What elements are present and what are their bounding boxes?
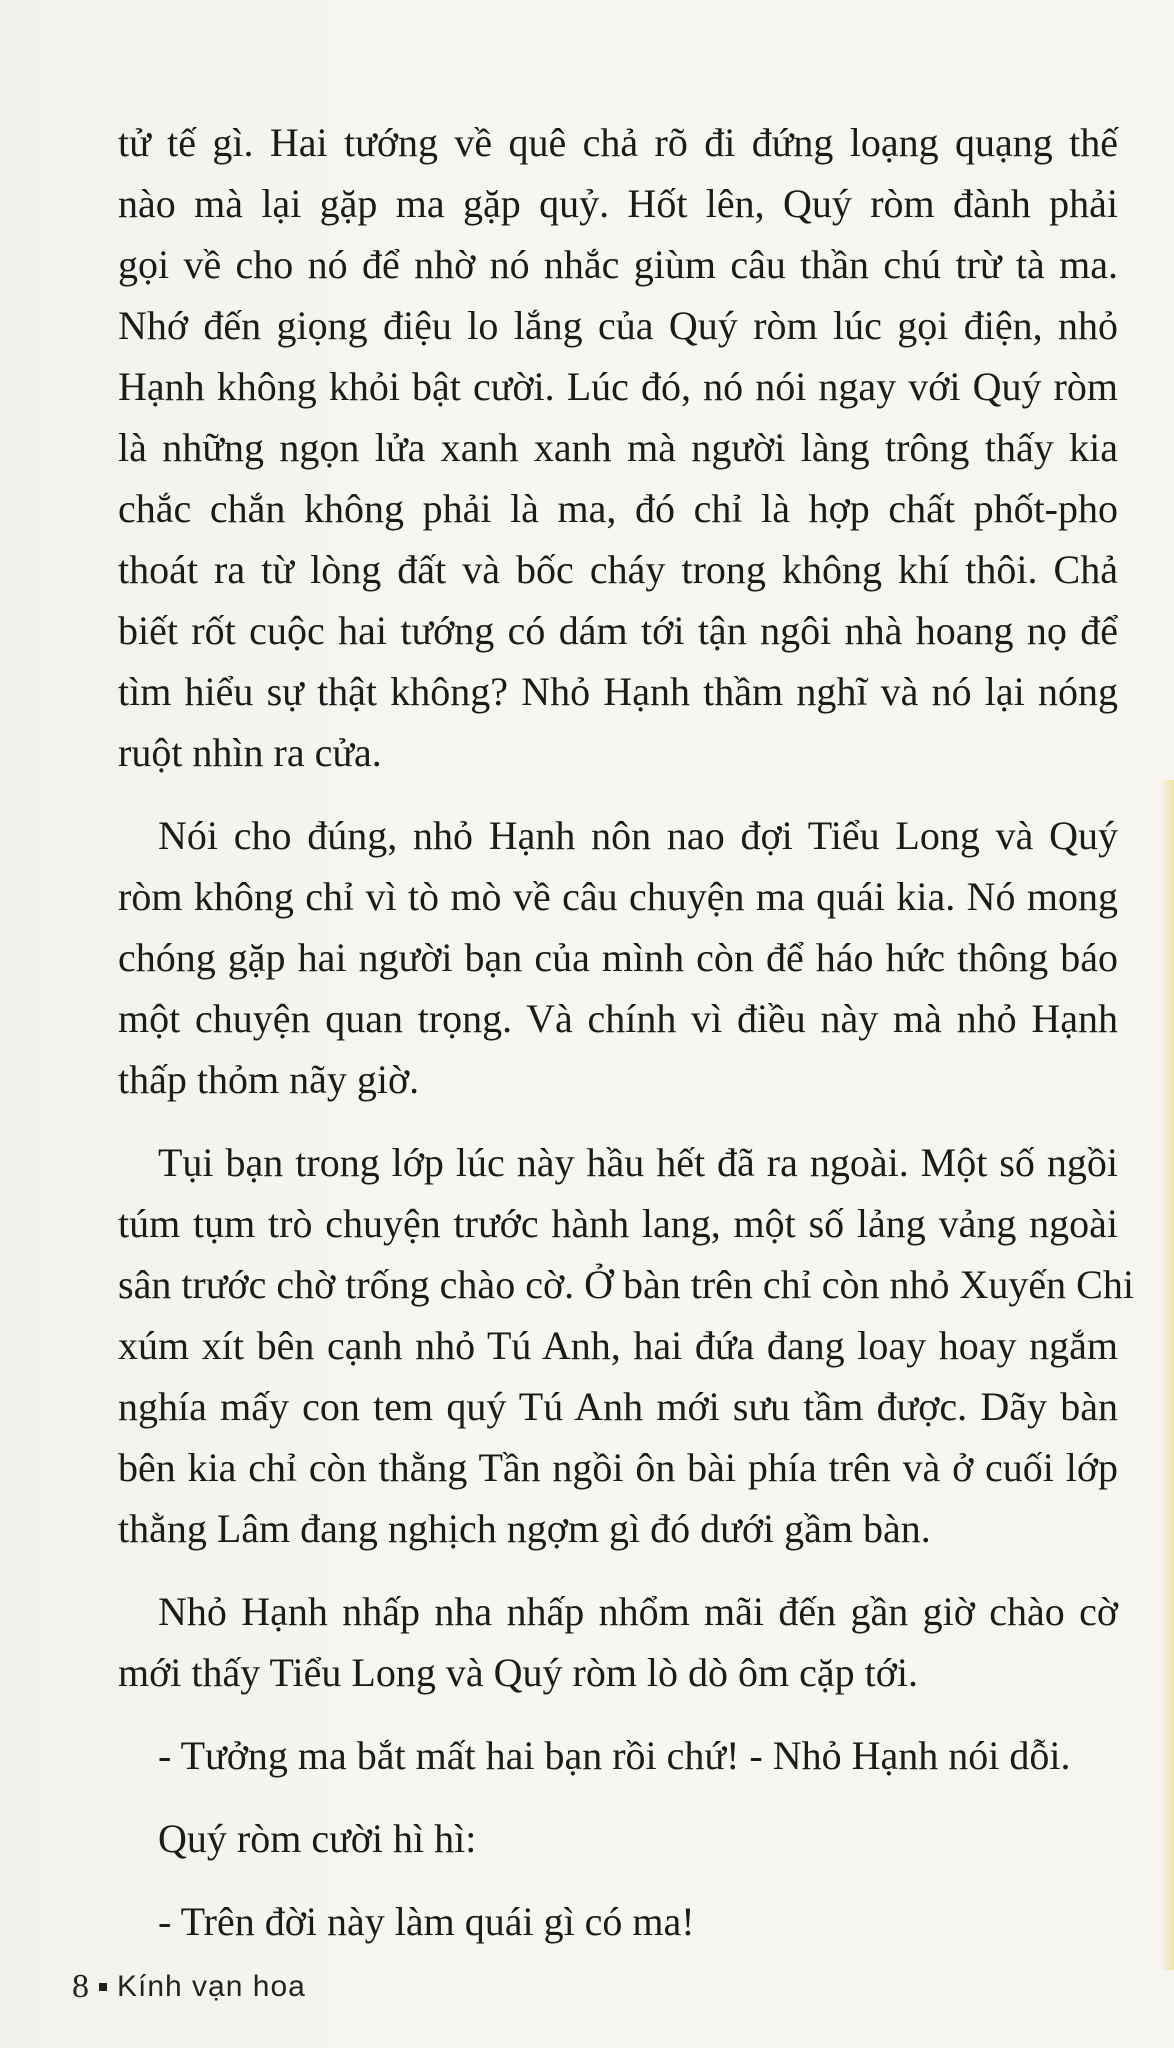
bullet-separator [99,1983,107,1991]
text-line: túm tụm trò chuyện trước hành lang, một số lảng vảng ngoài [118,1201,1118,1246]
text-line: Nói cho đúng, nhỏ Hạnh nôn nao đợi Tiểu Long và Quý [158,813,1118,858]
text-line: sân trước chờ trống chào cờ. Ở bàn trên chỉ còn nhỏ Xuyến Chi [118,1262,1134,1307]
text-line: ròm không chỉ vì tò mò về câu chuyện ma quái kia. Nó mong [118,874,1118,919]
text-line: biết rốt cuộc hai tướng có dám tới tận ngôi nhà hoang nọ để [118,608,1118,653]
page-footer [72,1968,306,2006]
text-line: một chuyện quan trọng. Và chính vì điều này mà nhỏ Hạnh [118,996,1118,1041]
paragraph-3 [118,1132,1134,1559]
text-line: ruột nhìn ra cửa. [118,730,382,775]
text-line: thấp thỏm nãy giờ. [118,1057,420,1102]
paragraph-4 [118,1581,1118,1703]
text-line: xúm xít bên cạnh nhỏ Tú Anh, hai đứa đang loay hoay ngắm [118,1323,1118,1368]
text-line: bên kia chỉ còn thằng Tần ngồi ôn bài phía trên và ở cuối lớp [118,1445,1118,1490]
text-line: thằng Lâm đang nghịch ngợm gì đó dưới gầm bàn. [118,1506,931,1551]
text-line: thoát ra từ lòng đất và bốc cháy trong không khí thôi. Chả [118,547,1118,592]
text-line: Nhỏ Hạnh nhấp nha nhấp nhổm mãi đến gần giờ chào cờ [158,1589,1118,1634]
text-line: nghía mấy con tem quý Tú Anh mới sưu tầm được. Dãy bàn [118,1384,1118,1429]
text-line: là những ngọn lửa xanh xanh mà người làng trông thấy kia [118,425,1118,470]
book-title: Kính vạn hoa [117,1970,306,2003]
dialogue-line: Quý ròm cười hì hì: [158,1816,477,1861]
text-line: chắc chắn không phải là ma, đó chỉ là hợp chất phốt-pho [118,486,1118,531]
text-line: nào mà lại gặp ma gặp quỷ. Hốt lên, Quý ròm đành phải [118,181,1118,226]
text-line: chóng gặp hai người bạn của mình còn để háo hức thông báo [118,935,1118,980]
text-line: gọi về cho nó để nhờ nó nhắc giùm câu thần chú trừ tà ma. [118,242,1118,287]
text-line: Tụi bạn trong lớp lúc này hầu hết đã ra ngoài. Một số ngồi [158,1140,1118,1185]
text-line: tử tế gì. Hai tướng về quê chả rõ đi đứng loạng quạng thế [118,120,1118,165]
text-line: mới thấy Tiểu Long và Quý ròm lò dò ôm cặp tới. [118,1650,919,1695]
text-line: Nhớ đến giọng điệu lo lắng của Quý ròm lúc gọi điện, nhỏ [118,303,1118,348]
page-number: 8 [72,1968,89,2005]
body-text [118,112,1134,1952]
text-line: tìm hiểu sự thật không? Nhỏ Hạnh thầm nghĩ và nó lại nóng [118,669,1118,714]
paragraph-2 [118,805,1118,1110]
paragraph-1 [118,112,1118,783]
dialogue-line: - Trên đời này làm quái gì có ma! [158,1899,695,1944]
dialogue-line: - Tưởng ma bắt mất hai bạn rồi chứ! - Nhỏ Hạnh nói dỗi. [158,1733,1071,1778]
page-edge-tint [1160,780,1174,1970]
text-line: Hạnh không khỏi bật cười. Lúc đó, nó nói ngay với Quý ròm [118,364,1118,409]
